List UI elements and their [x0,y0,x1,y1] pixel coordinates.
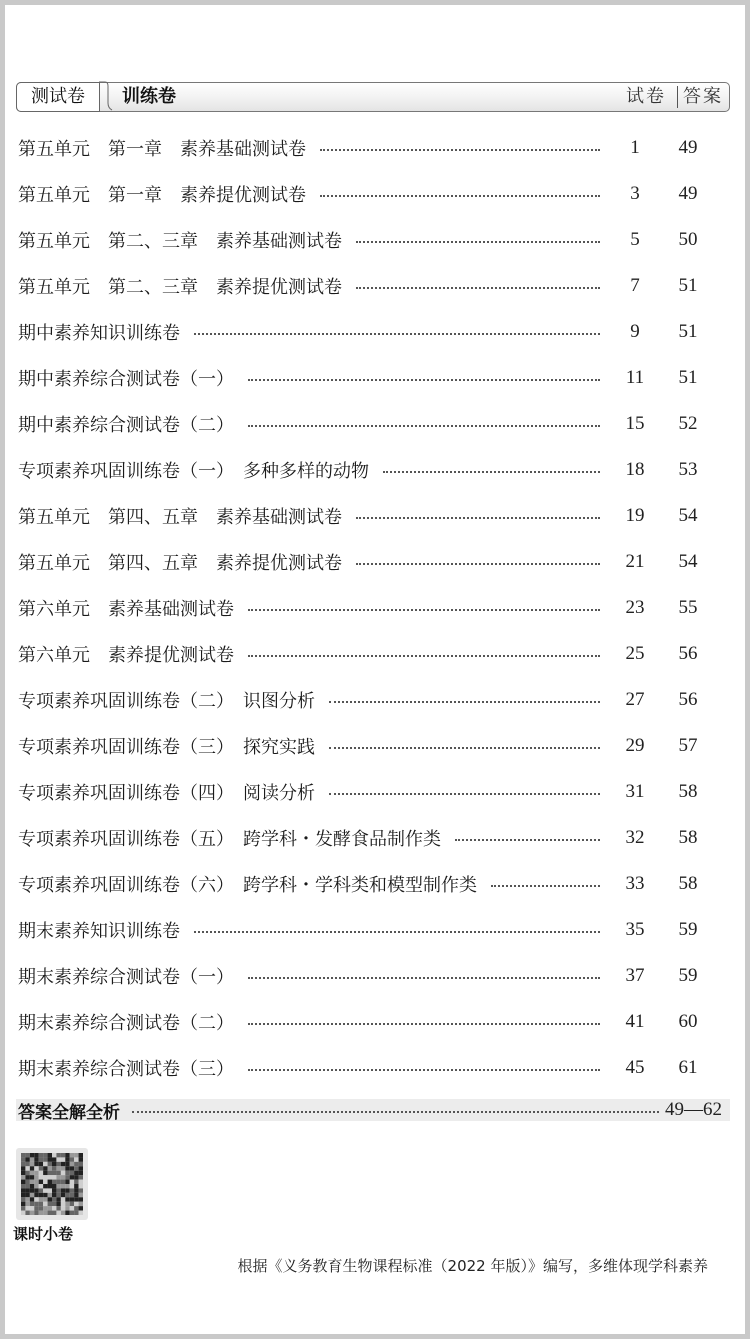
toc-row-title: 第六单元 素养提优测试卷 [18,645,234,666]
toc-row[interactable] [18,1045,718,1091]
toc-answer-page: 59 [678,919,698,940]
dot-leader [248,379,600,381]
dot-leader [194,333,600,335]
toc-row-title: 期中素养综合测试卷（二） [18,415,234,436]
toc-answer-page: 50 [678,229,698,250]
toc-test-page: 27 [625,689,645,710]
toc-row-title: 期末素养知识训练卷 [18,921,180,942]
dot-leader [455,839,600,841]
toc-answer-page: 49 [678,183,698,204]
toc-test-page: 41 [625,1011,645,1032]
dot-leader [248,977,600,979]
toc-test-page: 37 [625,965,645,986]
toc-header [16,82,730,112]
toc-test-page: 5 [630,229,640,250]
toc-test-page: 1 [630,137,640,158]
qr-code[interactable] [16,1148,88,1220]
toc-row[interactable] [18,631,718,677]
toc-row[interactable] [18,493,718,539]
tab-notch-icon [99,81,113,111]
qr-code-icon [21,1153,83,1215]
dot-leader [329,701,600,703]
toc-answer-page: 54 [678,505,698,526]
toc-row[interactable] [18,907,718,953]
dot-leader [248,1023,600,1025]
toc-row[interactable] [18,217,718,263]
toc-answer-page: 57 [678,735,698,756]
toc-row-title: 专项素养巩固训练卷（四） 阅读分析 [18,783,315,804]
dot-leader [248,425,600,427]
dot-leader [356,563,600,565]
dot-leader [132,1111,659,1113]
toc-answer-page: 51 [678,321,698,342]
toc-row-title: 第五单元 第一章 素养提优测试卷 [18,185,306,206]
toc-test-page: 25 [625,643,645,664]
toc-row[interactable] [18,861,718,907]
dot-leader [383,471,600,473]
document-page [5,5,745,1334]
toc-row-title: 期中素养综合测试卷（一） [18,369,234,390]
qr-code-label: 课时小卷 [13,1225,74,1243]
toc-row[interactable] [18,401,718,447]
dot-leader [320,149,600,151]
toc-row-title: 第五单元 第二、三章 素养基础测试卷 [18,231,342,252]
toc-answer-page: 53 [678,459,698,480]
toc-test-page: 45 [625,1057,645,1078]
toc-row-title: 期末素养综合测试卷（一） [18,967,234,988]
column-header-answer: 答案 [683,86,723,107]
toc-answer-page: 52 [678,413,698,434]
toc-test-page: 15 [625,413,645,434]
table-of-contents [18,125,718,1091]
tab-training-papers[interactable]: 训练卷 [122,86,176,107]
dot-leader [248,655,600,657]
toc-row[interactable] [18,769,718,815]
dot-leader [320,195,600,197]
toc-answer-page: 54 [678,551,698,572]
toc-answer-page: 59 [678,965,698,986]
column-divider [677,86,678,108]
toc-answer-page: 58 [678,781,698,802]
toc-row[interactable] [18,125,718,171]
toc-test-page: 19 [625,505,645,526]
dot-leader [356,287,600,289]
toc-row[interactable] [18,723,718,769]
toc-test-page: 33 [625,873,645,894]
toc-row[interactable] [18,309,718,355]
toc-test-page: 32 [625,827,645,848]
toc-row[interactable] [18,263,718,309]
toc-test-page: 11 [625,367,645,388]
toc-row[interactable] [18,171,718,217]
answers-section-title: 答案全解全析 [18,1102,120,1123]
toc-test-page: 18 [625,459,645,480]
toc-row-title: 第六单元 素养基础测试卷 [18,599,234,620]
toc-row-title: 第五单元 第一章 素养基础测试卷 [18,139,306,160]
toc-row-title: 期末素养综合测试卷（二） [18,1013,234,1034]
toc-row[interactable] [18,815,718,861]
toc-answer-page: 56 [678,689,698,710]
dot-leader [329,747,600,749]
toc-row[interactable] [18,355,718,401]
toc-answer-page: 55 [678,597,698,618]
toc-row-title: 第五单元 第四、五章 素养基础测试卷 [18,507,342,528]
dot-leader [329,793,600,795]
dot-leader [356,241,600,243]
toc-test-page: 31 [625,781,645,802]
toc-answer-page: 58 [678,827,698,848]
column-header-test: 试卷 [626,86,666,107]
toc-row[interactable] [18,447,718,493]
dot-leader [356,517,600,519]
toc-test-page: 9 [630,321,640,342]
toc-row-title: 专项素养巩固训练卷（一） 多种多样的动物 [18,461,369,482]
footer-note: 根据《义务教育生物课程标准（2022 年版）》编写，多维体现学科素养 [237,1257,708,1275]
toc-answer-page: 60 [678,1011,698,1032]
toc-test-page: 35 [625,919,645,940]
toc-answer-page: 61 [678,1057,698,1078]
toc-test-page: 21 [625,551,645,572]
toc-row-title: 期末素养综合测试卷（三） [18,1059,234,1080]
toc-row-title: 第五单元 第二、三章 素养提优测试卷 [18,277,342,298]
answers-page-range: 49—62 [665,1099,722,1120]
toc-row-title: 专项素养巩固训练卷（五） 跨学科・发酵食品制作类 [18,829,441,850]
toc-test-page: 3 [630,183,640,204]
toc-row-title: 专项素养巩固训练卷（三） 探究实践 [18,737,315,758]
toc-answer-page: 56 [678,643,698,664]
toc-row[interactable] [18,999,718,1045]
tab-test-papers[interactable]: 测试卷 [16,82,100,112]
dot-leader [248,1069,600,1071]
toc-row[interactable] [18,953,718,999]
toc-row-title: 第五单元 第四、五章 素养提优测试卷 [18,553,342,574]
toc-answer-page: 51 [678,275,698,296]
dot-leader [248,609,600,611]
toc-row-title: 专项素养巩固训练卷（六） 跨学科・学科类和模型制作类 [18,875,477,896]
toc-row[interactable] [18,677,718,723]
toc-test-page: 23 [625,597,645,618]
toc-answer-page: 51 [678,367,698,388]
answers-section-row[interactable] [16,1099,730,1121]
toc-row-title: 期中素养知识训练卷 [18,323,180,344]
toc-row[interactable] [18,585,718,631]
toc-test-page: 29 [625,735,645,756]
dot-leader [194,931,600,933]
toc-answer-page: 58 [678,873,698,894]
toc-test-page: 7 [630,275,640,296]
dot-leader [491,885,600,887]
toc-row[interactable] [18,539,718,585]
toc-row-title: 专项素养巩固训练卷（二） 识图分析 [18,691,315,712]
toc-answer-page: 49 [678,137,698,158]
